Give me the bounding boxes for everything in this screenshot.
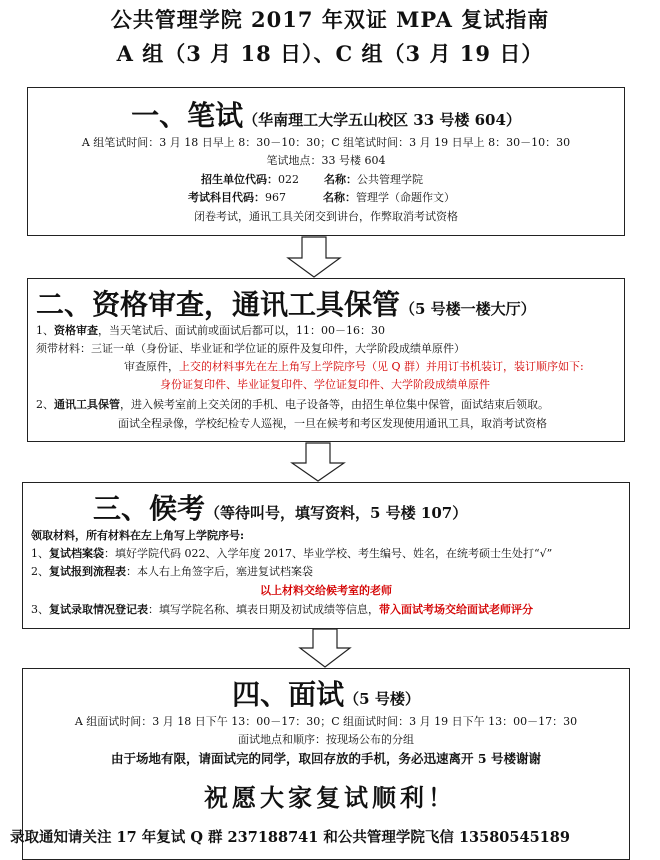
subject-code-row: [188, 189, 455, 205]
section-written-exam-header: [28, 94, 624, 134]
list-number: 2、: [31, 565, 49, 578]
archive-bag-text: ：填好学院代码 022、入学年度 2017、毕业学校、考生编号、姓名，在统考硕士生处打“√”: [104, 547, 553, 560]
device-custody-label: 通讯工具保管: [54, 398, 120, 411]
section-waiting-location: （等待叫号，填写资料，5 号楼 107）: [205, 504, 468, 522]
admission-notice-footer: 录取通知请关注 17 年复试 Q 群 237188741 和公共管理学院飞信 13580545189: [10, 829, 570, 846]
written-exam-rules: 闭卷考试，通讯工具关闭交到讲台，作弊取消考试资格: [194, 210, 458, 223]
device-custody-item: [36, 396, 549, 412]
list-number: 1、: [31, 547, 49, 560]
unit-name-value: 公共管理学院: [357, 173, 423, 186]
section-qualification-review-location: （5 号楼一楼大厅）: [400, 300, 536, 318]
device-custody-text: ，进入候考室前上交关闭的手机、电子设备等，由招生单位集中保管，面试结束后领取。: [120, 398, 549, 411]
written-exam-time: A 组笔试时间：3 月 18 日早上 8：30－10：30；C 组笔试时间：3 月 19 日早上 8：30－10：30: [81, 136, 571, 149]
written-exam-place: 笔试地点：33 号楼 604: [266, 154, 386, 167]
section-interview-heading: 四、面试: [232, 678, 345, 711]
section-interview-header: [23, 673, 629, 713]
document-title: 公共管理学院 2017 年双证 MPA 复试指南: [110, 7, 550, 32]
admission-record-item: [31, 601, 533, 617]
archive-bag-label: 复试档案袋: [49, 547, 104, 560]
list-number: 1、: [36, 324, 54, 337]
section-interview-location: （5 号楼）: [344, 690, 420, 708]
section-waiting: [22, 482, 630, 629]
document-subtitle: A 组（3 月 18 日）、C 组（3 月 19 日）: [116, 41, 544, 66]
section-qualification-review-header: [36, 283, 624, 323]
section-waiting-heading: 三、候考: [93, 492, 206, 525]
blessing-text: 祝愿大家复试顺利！: [204, 783, 456, 812]
original-review-label: 审查原件，: [124, 360, 179, 373]
section-qualification-review: [27, 278, 625, 442]
subject-name-label: 名称：: [323, 191, 356, 204]
section-written-exam-location: （华南理工大学五山校区 33 号楼 604）: [243, 111, 521, 129]
binding-instruction: 上交的材料事先在左上角写上学院序号（见 Q 群）并用订书机装订，装订顺序如下:: [179, 360, 584, 373]
registration-form-label: 复试报到流程表: [49, 565, 126, 578]
admission-record-text: ：填写学院名称、填表日期及初试成绩等信息，: [148, 603, 379, 616]
section-qualification-review-heading: 二、资格审查，通讯工具保管: [36, 288, 401, 321]
interview-place: 面试地点和顺序：按现场公布的分组: [238, 733, 414, 746]
subject-name-value: 管理学（命题作文）: [356, 191, 455, 204]
interview-time: A 组面试时间：3 月 18 日下午 13：00－17：30；C 组面试时间：3 月 19 日下午 13：00－17：30: [74, 715, 578, 728]
required-materials: 须带材料：三证一单（身份证、毕业证和学位证的原件及复印件，大学阶段成绩单原件）: [36, 342, 465, 355]
qualification-review-text: ，当天笔试后、面试前或面试后都可以，11：00－16：30: [98, 324, 385, 337]
section-written-exam: [27, 87, 625, 236]
qualification-review-item: [36, 322, 385, 338]
hand-in-note: 以上材料交给候考室的老师: [260, 584, 392, 597]
unit-code-label: 招生单位代码：: [201, 173, 278, 186]
qualification-review-label: 资格审查: [54, 324, 98, 337]
archive-bag-item: [31, 545, 552, 561]
subject-code-value: 967: [265, 191, 286, 204]
registration-form-text: ：本人右上角签字后，塞进复试档案袋: [126, 565, 313, 578]
surveillance-note: 面试全程录像，学校纪检专人巡视，一旦在候考和考区发现使用通讯工具，取消考试资格: [118, 417, 547, 430]
leave-notice: 由于场地有限，请面试完的同学，取回存放的手机，务必迅速离开 5 号楼谢谢: [111, 751, 541, 766]
down-arrow-icon: [298, 628, 352, 668]
down-arrow-icon: [286, 236, 342, 278]
collect-materials-note: 领取材料，所有材料在左上角写上学院序号:: [31, 529, 245, 542]
admission-record-label: 复试录取情况登记表: [49, 603, 148, 616]
section-written-exam-heading: 一、笔试: [131, 99, 244, 132]
unit-name-label: 名称：: [324, 173, 357, 186]
original-review-note: [124, 358, 584, 374]
admission-record-instruction: 带入面试考场交给面试老师评分: [379, 603, 533, 616]
subject-code-label: 考试科目代码：: [188, 191, 265, 204]
section-waiting-header: [93, 487, 629, 527]
list-number: 2、: [36, 398, 54, 411]
binding-order: 身份证复印件、毕业证复印件、学位证复印件、大学阶段成绩单原件: [160, 378, 490, 391]
registration-form-item: [31, 563, 313, 579]
list-number: 3、: [31, 603, 49, 616]
unit-code-value: 022: [278, 173, 299, 186]
down-arrow-icon: [290, 442, 346, 482]
unit-code-row: [201, 171, 423, 187]
